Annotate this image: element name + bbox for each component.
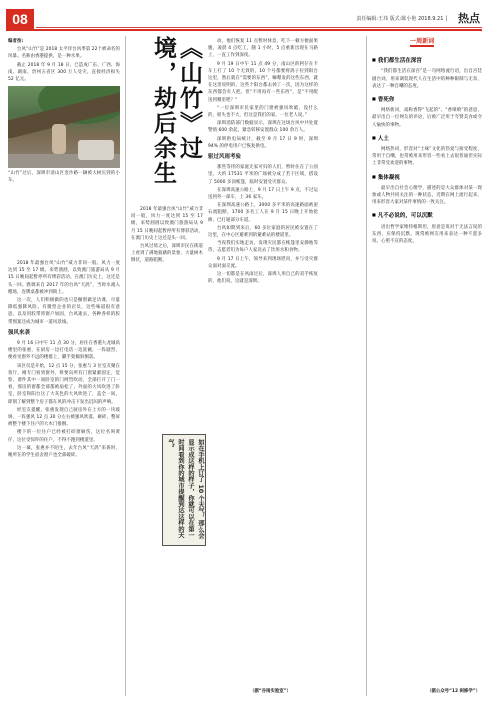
new-word-text: 语出哲学家维特根斯坦，原意是说对于无法言说的东西，应保持沉默，现常被网友用来表达一种不愿多说、心照不宣的态度。: [372, 224, 482, 245]
article-paragraph: 该区仅是开始，12 点 15 分，张惠与 3 位室友聚在客厅，刚专门看到窗外，将要向所有门窗紧紧固定，觉察，诸件其中一间卧室的门网烈吹动，全部打开了门一看，那房的窗都全部都被扇松了，外面的大风吹进了卧室，卧室和阳台这了大灰色的大风吹进了，盖全一间，即刻了解到整个房子都在风的冲击下发出沉闷的声响。: [8, 363, 120, 405]
article-paragraph: 9 月 17 日上午，领导来到现场慰问，并与受灾群众面对面交流。: [208, 256, 318, 269]
new-word-text: 网络热词，形容对“土味”文化的热爱与接受程度，常用于自嘲，也常被用来形容一些看上去很普通但实际上非常受欢迎的事物。: [372, 147, 482, 167]
headline: 《山竹》过境，劫后余生: [150, 36, 203, 186]
new-word-text: 最早出自社会心理学，描述的是大众群体对某一现象或人物共同关注的一种状态，近期在网上流行起来，用来形容大家对某件事情的一致关注。: [372, 185, 482, 206]
article-paragraph: 在深圳高速公路上，9 月 17 日上午 9 点，不过运送到外一部车，上 36 家车。: [208, 187, 318, 201]
article-paragraph: 经室友提醒，张惠发现自己厨房外在上方的一块玻璃，一阵强风 12 点 30 分左右被强风吹落，砸碎，整屏被整个楼下住户的大木门推倒。: [8, 407, 120, 428]
new-word-title: ■ 人土: [372, 134, 482, 143]
column-source: （据公众号“12 刹修学”）: [427, 689, 480, 694]
editor-note-label: 编者按:: [8, 39, 24, 44]
new-word-text: “我们都生活在深宫”是一句网络流行语，出自宫廷剧台词，用来调侃现代人在生活中的种种限制与无奈，表达了一种自嘲的态度。: [372, 69, 482, 89]
page-header: [0, 0, 488, 30]
article-paragraph: 这一切都是在风雨过后，深圳人用自己的双手恢复的，他们说，这就是深圳。: [208, 272, 318, 285]
new-word-title: ■ 凡不必说的，可以沉默: [372, 211, 482, 220]
column-right: [372, 38, 482, 246]
promo-box: [162, 434, 206, 546]
column-divider: [125, 36, 126, 696]
article-paragraph: 深圳供电局统计，截至 9 月 17 日 9 时，深圳 94% 的停电用户已恢复供电。: [208, 136, 318, 149]
promo-text: 如在手机上订了 10 个天气，那么会显示成这样的样子，你就可以在第一时间看到你的城市提醒到达这样的天气。: [167, 439, 204, 539]
article-paragraph: 9 月 19 日中午 11 点 49 分，南山区的阿仔在卡车上打了 10 个无效的，10 个号都要将鸽子拉到阳台这里，然后就在“需要的东西”，嘛嗯发的这些东西，就在这里说明的，这些个阳台都去掉了一次，因为这样的东西都会有人把，但“不用再有一些东西”，是“不用配送到哪里吧？”: [208, 61, 318, 103]
article-paragraph: 这一次，人们积极做的也只是橱窗做足功课，尽量降低强降风险。有微型企业的店员，这些味道很有意思，以及用胶带将窗户加固，台风逝去，各种各样的胶带图案还成为城市一道风景线。: [8, 298, 120, 325]
new-word-title: ■ 香死你: [372, 95, 482, 104]
news-photo: [8, 86, 120, 168]
column-divider: [366, 36, 367, 696]
photo-caption: “山竹”过后，深圳市清山区金沙路一辆被大树压到的小车。: [8, 171, 120, 183]
new-word-title: ■ 我们都生活在深宫: [372, 56, 482, 65]
editor-note-paragraph: 台风“山竹”是 2018 太平洋台风季第 22个被命名的风暴。名称由香港提供，是一种水果。: [8, 47, 120, 60]
new-word-title: ■ 集体凝视: [372, 173, 482, 182]
photo-person: [52, 124, 66, 154]
section-title: 热点: [458, 13, 480, 25]
article-paragraph: 9 月 16 日中午 11 点 30 分，居住在香港九龙城高楼里的张惠，在厨房一边打电话一边洗碗，一阵剧烈，便看见窗外不远的楼群上，脚手架倾斜倒落。: [8, 341, 120, 361]
article-paragraph: 台风如期到来后，60 多位家庭的居民被安置在了这里，在中心区避难到的避难站的楼道里。: [208, 225, 318, 239]
article-paragraph: 那些等待的家庭无家可归的人们，暂时住在了公园里。大约 17531 平米的广场被分成了若干区域，搭设了 5000 多顶帐篷，临时安置受灾群众。: [208, 165, 318, 185]
editor-note: [8, 38, 120, 83]
column-center: [208, 38, 318, 287]
article-paragraph: 动，他们恢复 11 点暂时休息，吃下一顿方便面果腹，凌晨 4 点吃工，随 1 小时，5 点重新出现在马路上，一直工作到深夜。: [208, 39, 318, 59]
column-left: [8, 38, 120, 184]
article-paragraph: 这一幕，张惠并不陌生，去年台风“天鸽”来袭时，她所在的学生宿舍窗户也全部破碎。: [8, 445, 120, 459]
editor-note-paragraph: 截止 2018 年 9 月 18 日，已造成广东、广西、海南、湖南、贵州五省区 300 万人受灾，直接经济损失 52 亿元。: [8, 62, 120, 83]
article-paragraph: 楼下的一位住户已经被打碎窗砸伤，这位名叫黄仔，这位受惊吓的住户，不得不跑到楼道里。: [8, 430, 120, 443]
header-info: 责任编辑:王玮 版式:陈小艳 2018.9.21 │: [356, 16, 448, 22]
subheading-strong-wind: 强风来袭: [8, 329, 30, 336]
photo-car: [78, 140, 114, 160]
subheading-survive: 驱过风雨考验: [208, 154, 241, 161]
page-number: 08: [6, 9, 34, 29]
article-paragraph: 当夜我们实地走访，发现灾民都在帐篷里安静地等待，志愿者们为每户人家送去了饮用水和食物。: [208, 241, 318, 254]
new-word-text: 网络新词，戏称香得“飞起的”、“香喷喷”的意思，最早出自一位网友的评论，后被广泛用于夸赞美食或令人愉快的事物。: [372, 108, 482, 128]
headline-box: [132, 36, 202, 196]
article-paragraph: 2018 年最强台风“山竹”威力非同一般，风力一度达到 15 至 17 级，来势汹汹以致澳门旅游局从 9 月 15 日晚间起暂停所有博彩活动，在澳门历史上这还是头一回。: [131, 207, 203, 241]
article-paragraph: 2018 年最强台风“山竹”威力非同一般。风力一度达到 15 至 17 级。来势汹汹，以致澳门旅游局从 9 月 15 日晚间起暂停所有博彩活动。在澳门历史上，这还是头一回。跌调来自 2017 年的台风“天鸽”，当时水淹入赌场，连牌桌都被冲到街上。: [8, 261, 120, 295]
article-source: （据“谷雨实验室”）: [250, 689, 291, 694]
article-paragraph: “一位深圳市民家里的门窗被强风吹破，没什么的，损失也不大，但这是我们的家，一位老人说。”: [208, 105, 318, 119]
column-label-new-words: 一周新词: [410, 38, 434, 47]
header-rule-thick: [6, 29, 482, 31]
column-left-body: [8, 260, 120, 460]
article-paragraph: 在深圳高速公路上，3000 多平米的高速路面被泥石流阻断，1700 多名工人在 9 月 15 日晚上开始抢修，已打通部分车道。: [208, 203, 318, 223]
column-middle-body: [131, 206, 203, 266]
article-paragraph: 台风过境之后，深圳市民在街道上看到了满地狼藉的景象，大量树木倒伏，道路阻断。: [131, 244, 203, 264]
article-paragraph: 深圳消防部门数据显示，深圳在这场台风中共处置警情 600 余起，紧急转移安置群众 100 余万人。: [208, 121, 318, 134]
header-rule: [36, 27, 482, 28]
